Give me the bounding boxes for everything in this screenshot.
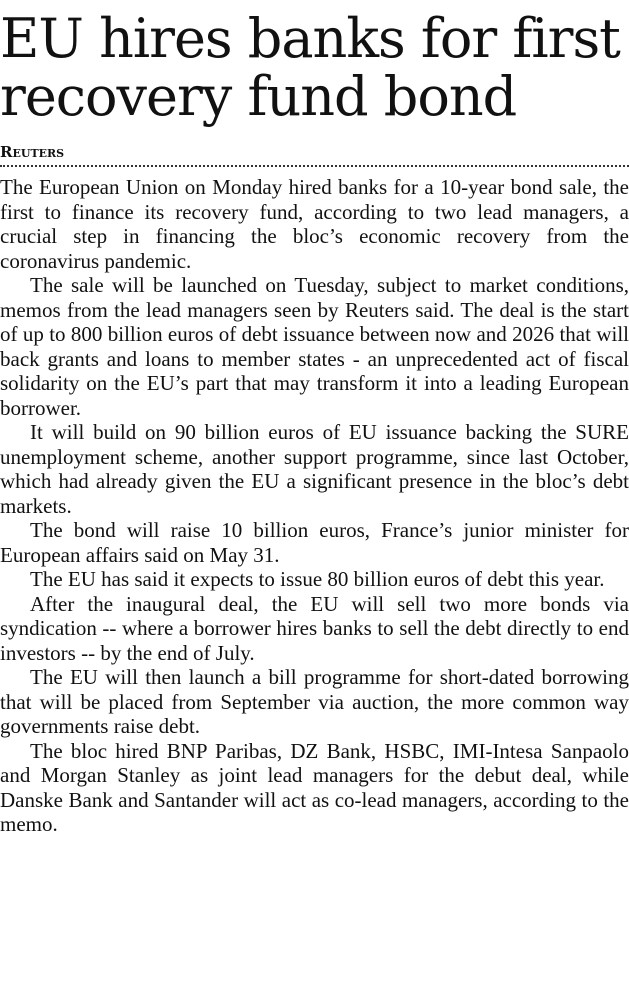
paragraph: The EU will then launch a bill programme for short-dated borrowing that will be placed from September via auction, the more common way governments raise debt. xyxy=(0,665,629,738)
paragraph: It will build on 90 billion euros of EU issuance backing the SURE unemployment scheme, another support programme, since last October, which had already given the EU a significant presence in the bloc’s debt markets. xyxy=(0,420,629,518)
byline: Reuters xyxy=(0,143,65,161)
paragraph: The European Union on Monday hired banks for a 10-year bond sale, the first to finance its recovery fund, according to two lead managers, a crucial step in financing the bloc’s economic recovery from the coronavirus pandemic. xyxy=(0,175,629,273)
paragraph: The bloc hired BNP Paribas, DZ Bank, HSBC, IMI-Intesa Sanpaolo and Morgan Stanley as joint lead managers for the debut deal, while Danske Bank and Santander will act as co-lead managers, according to the memo. xyxy=(0,738,629,836)
paragraph: After the inaugural deal, the EU will sell two more bonds via syndication -- where a borrower hires banks to sell the debt directly to end investors -- by the end of July. xyxy=(0,591,629,665)
paragraph: The sale will be launched on Tuesday, subject to market conditions, memos from the lead managers seen by Reuters said. The deal is the start of up to 800 billion euros of debt issuance between now and 2026 that will back grants and loans to member states - an unprecedented act of fiscal solidarity on the EU’s part that may transform it into a leading European borrower. xyxy=(0,273,629,420)
headline: EU hires banks for first recovery fund bond xyxy=(0,7,620,128)
paragraph: The EU has said it expects to issue 80 billion euros of debt this year. xyxy=(30,567,605,591)
paragraph: The bond will raise 10 billion euros, France’s junior minister for European affairs said on May 31. xyxy=(0,518,629,567)
article-body xyxy=(0,167,629,837)
